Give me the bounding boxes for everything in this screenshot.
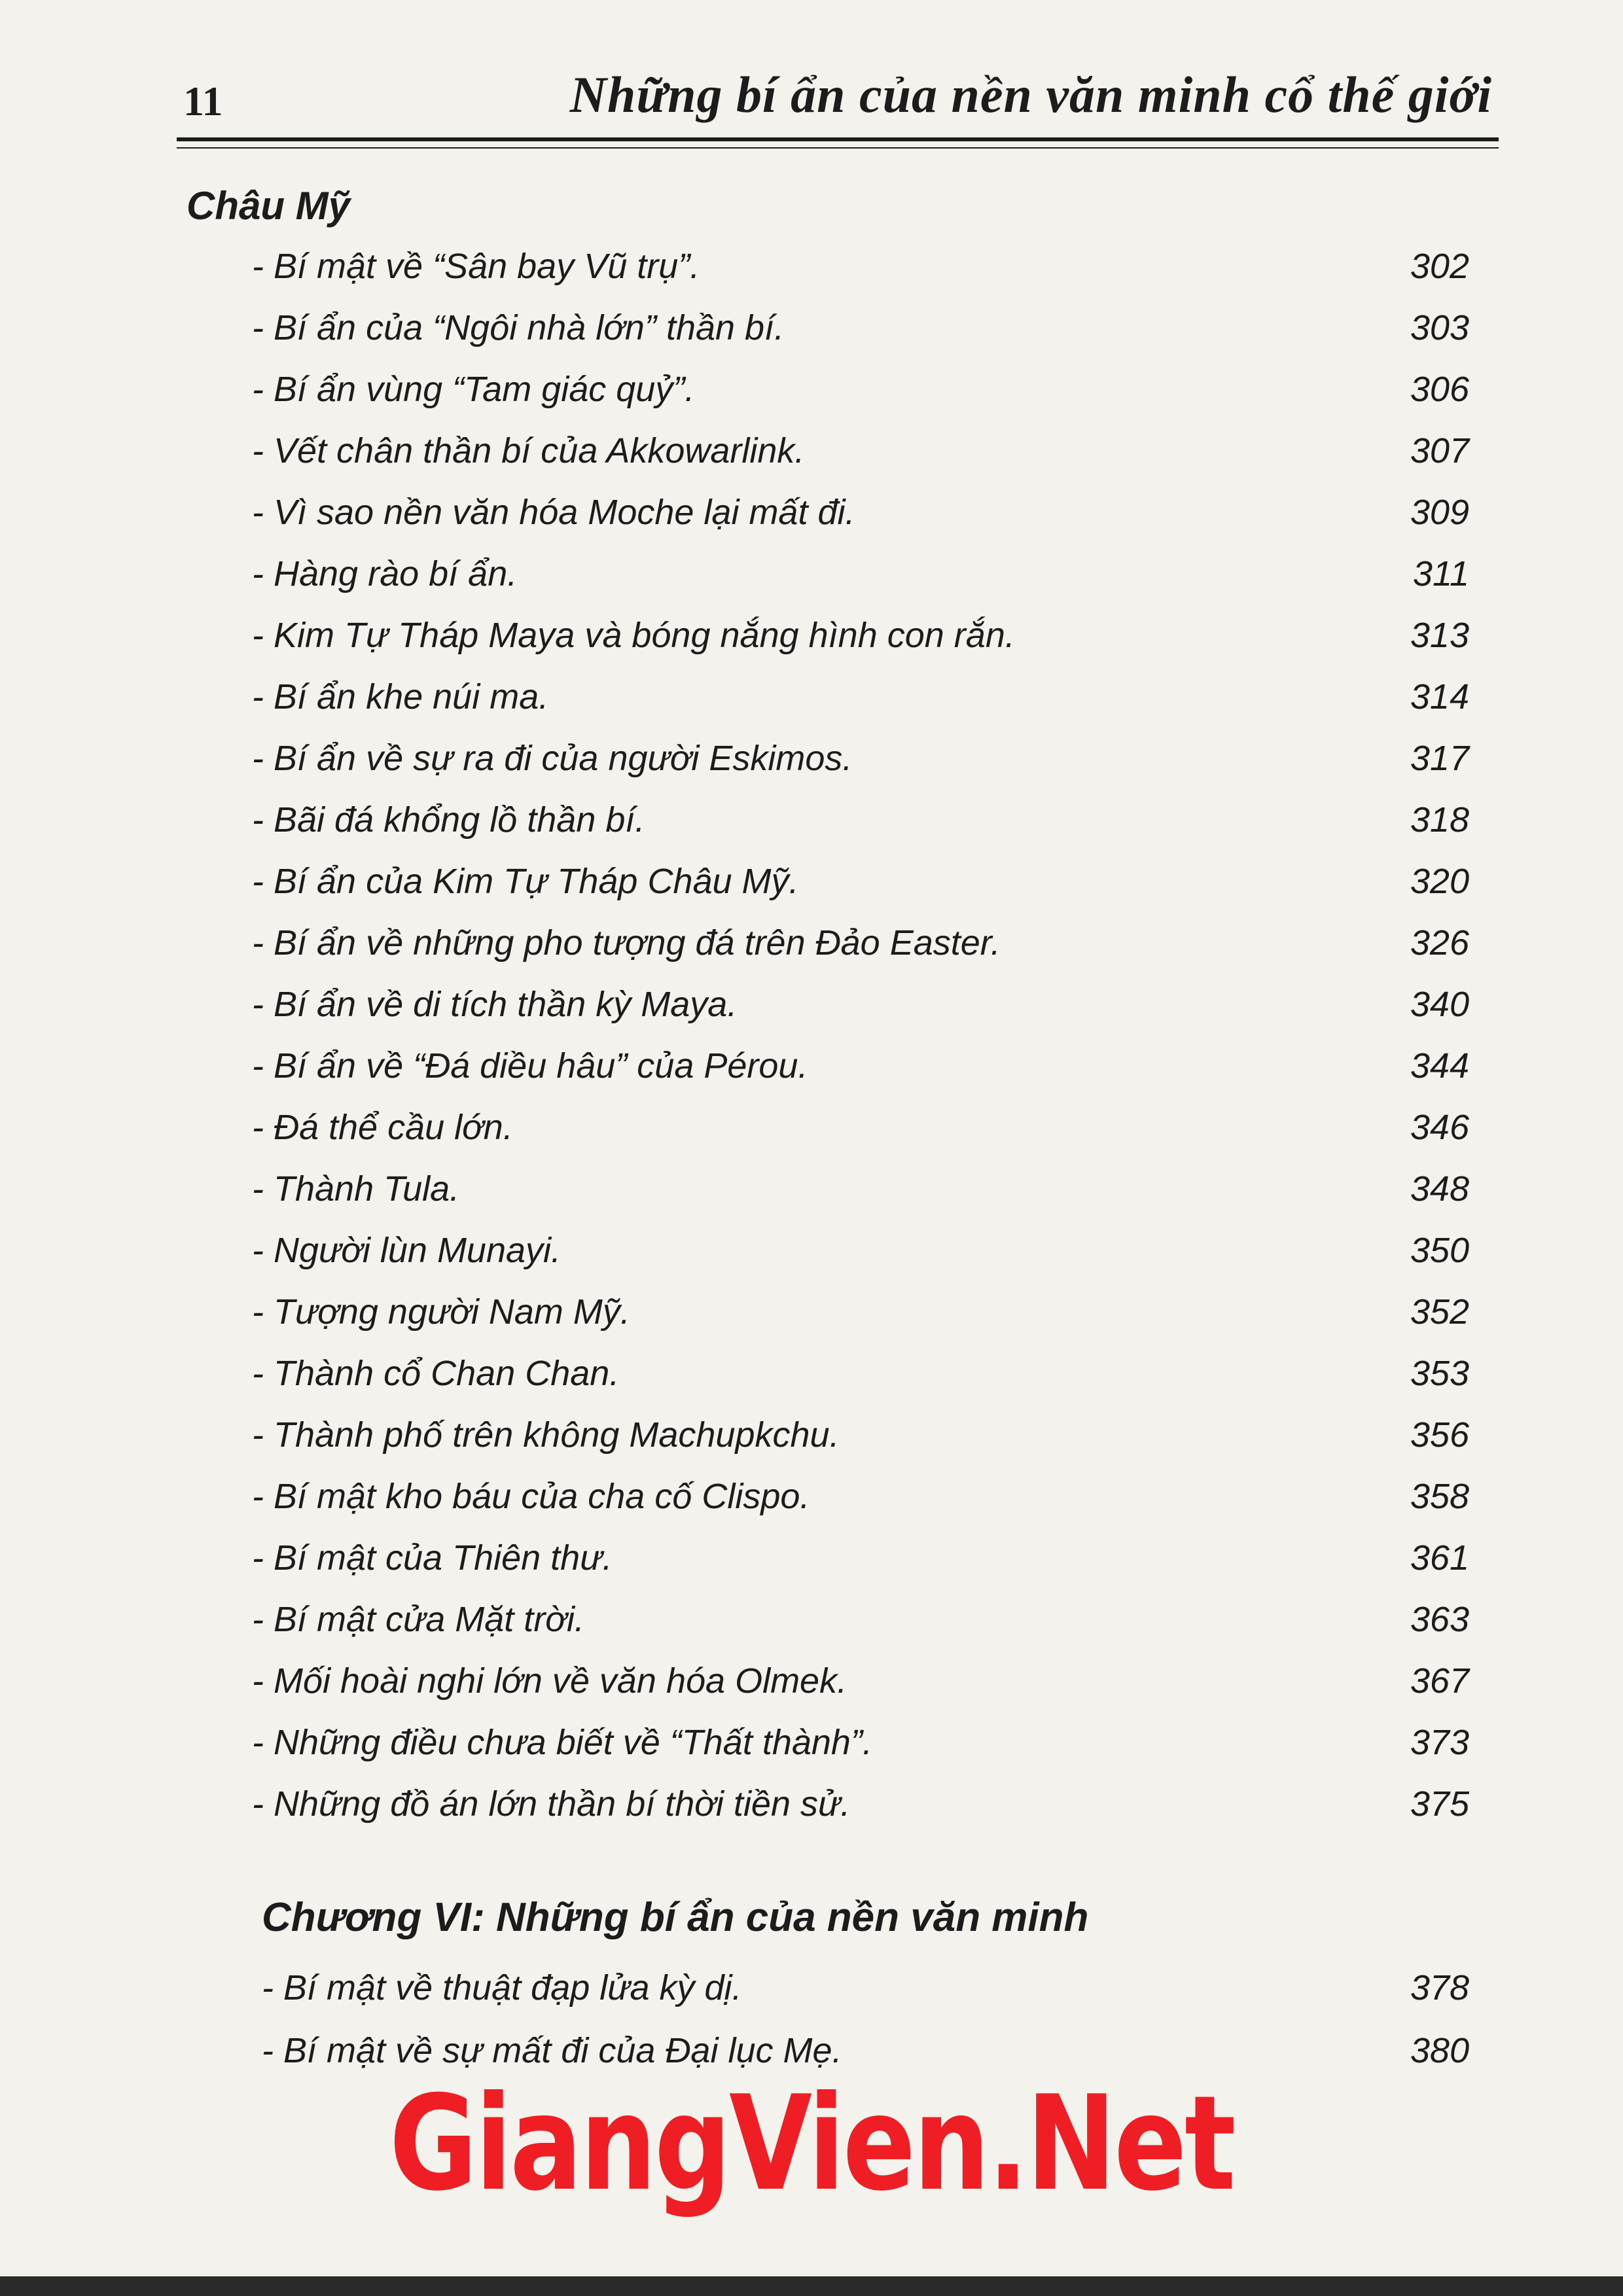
toc-entry-title: - Người lùn Munayi. (252, 1231, 562, 1270)
toc-entry-page: 311 (1412, 554, 1469, 593)
toc-entry-page: 352 (1410, 1292, 1469, 1332)
page-number: 11 (183, 78, 223, 124)
toc-entry-title: - Bí ẩn của Kim Tự Tháp Châu Mỹ. (252, 862, 799, 901)
toc-entry-title: - Bí mật về “Sân bay Vũ trụ”. (252, 247, 700, 286)
toc-entry-title: - Bí ẩn về những pho tượng đá trên Đảo Easter. (252, 923, 1001, 963)
chapter-title: Chương VI: Những bí ẩn của nền văn minh (262, 1895, 1089, 1940)
header-rule (177, 137, 1499, 141)
toc-entry-title: - Thành phố trên không Machupkchu. (252, 1415, 840, 1455)
toc-entry (252, 236, 1469, 297)
toc-entry (252, 851, 1469, 912)
toc-entry (252, 543, 1469, 605)
toc-entry (252, 1097, 1469, 1158)
toc-entry (252, 789, 1469, 851)
watermark-logo: GiangVien.Net (389, 2068, 1234, 2220)
toc-entry (252, 1404, 1469, 1466)
toc-entry-page: 344 (1410, 1046, 1469, 1086)
toc-entry (252, 912, 1469, 974)
toc-entry (252, 1650, 1469, 1712)
toc-entry-page: 353 (1410, 1354, 1469, 1393)
toc-entry-page: 320 (1410, 862, 1469, 901)
toc-entry (252, 974, 1469, 1035)
section-title: Châu Mỹ (187, 184, 351, 228)
toc-entry (252, 1343, 1469, 1404)
toc-entry-page: 367 (1410, 1661, 1469, 1701)
toc-entry-page: 380 (1410, 2031, 1469, 2070)
toc-entry-title: - Bí mật về sự mất đi của Đại lục Mẹ. (262, 2031, 842, 2070)
toc-entry-page: 356 (1410, 1415, 1469, 1455)
toc-entry-page: 318 (1410, 800, 1469, 839)
toc-entry (262, 1956, 1469, 2019)
toc-entry (252, 728, 1469, 789)
toc-entry-page: 313 (1410, 616, 1469, 655)
toc-entry-title: - Vết chân thần bí của Akkowarlink. (252, 431, 805, 470)
toc-entry-page: 317 (1410, 739, 1469, 778)
toc-entry-title: - Hàng rào bí ẩn. (252, 554, 518, 593)
toc-entry (252, 359, 1469, 420)
toc-entry-title: - Đá thể cầu lớn. (252, 1108, 513, 1147)
toc-entry (252, 1158, 1469, 1220)
toc-entry-title: - Kim Tự Tháp Maya và bóng nắng hình con rắn. (252, 616, 1015, 655)
toc-entry-title: - Bí ẩn khe núi ma. (252, 677, 549, 716)
toc-entry (252, 666, 1469, 728)
toc-entry-title: - Bí ẩn về sự ra đi của người Eskimos. (252, 739, 853, 778)
toc-entry-page: 348 (1410, 1169, 1469, 1209)
toc-entry-page: 373 (1410, 1723, 1469, 1762)
toc-entry-page: 378 (1410, 1968, 1469, 2007)
toc-entry (252, 1220, 1469, 1281)
page-header (177, 59, 1492, 131)
toc-entry-page: 361 (1410, 1538, 1469, 1578)
toc-entry-page: 358 (1410, 1477, 1469, 1516)
toc-entry-page: 375 (1410, 1784, 1469, 1824)
toc-entry-title: - Thành Tula. (252, 1169, 460, 1209)
toc-entry (252, 1527, 1469, 1589)
toc-entry-title: - Vì sao nền văn hóa Moche lại mất đi. (252, 493, 855, 532)
page-bottom-edge (0, 2276, 1623, 2296)
toc-entry-page: 350 (1410, 1231, 1469, 1270)
toc-entry-page: 306 (1410, 370, 1469, 409)
toc-entry-title: - Những điều chưa biết về “Thất thành”. (252, 1723, 872, 1762)
toc-entry-page: 309 (1410, 493, 1469, 532)
header-rule-thin (177, 147, 1499, 149)
toc-entry-page: 340 (1410, 985, 1469, 1024)
toc-entry-page: 314 (1410, 677, 1469, 716)
toc-entry (252, 1773, 1469, 1835)
toc-entry-title: - Bãi đá khổng lồ thần bí. (252, 800, 645, 839)
toc-entry (252, 1712, 1469, 1773)
toc-entry (252, 420, 1469, 482)
toc-entry-title: - Bí mật cửa Mặt trời. (252, 1600, 584, 1639)
toc-entry-page: 307 (1410, 431, 1469, 470)
toc-entry (252, 1035, 1469, 1097)
toc-entry-title: - Bí ẩn vùng “Tam giác quỷ”. (252, 370, 695, 409)
running-title: Những bí ẩn của nền văn minh cổ thế giới (569, 66, 1492, 123)
toc-entry-title: - Tượng người Nam Mỹ. (252, 1292, 630, 1332)
toc-entry-title: - Mối hoài nghi lớn về văn hóa Olmek. (252, 1661, 847, 1701)
toc-entry-page: 363 (1410, 1600, 1469, 1639)
toc-entry-title: - Bí mật của Thiên thư. (252, 1538, 613, 1578)
toc-entry (252, 1589, 1469, 1650)
toc-entry (252, 297, 1469, 359)
toc-entry-title: - Bí ẩn về di tích thần kỳ Maya. (252, 985, 738, 1024)
toc-entry-title: - Bí mật về thuật đạp lửa kỳ dị. (262, 1968, 742, 2007)
toc-entry-page: 326 (1410, 923, 1469, 963)
toc-entry-page: 346 (1410, 1108, 1469, 1147)
toc-entry-title: - Bí ẩn của “Ngôi nhà lớn” thần bí. (252, 308, 785, 347)
toc-entry (252, 482, 1469, 543)
toc-entry-page: 302 (1410, 247, 1469, 286)
chapter-toc-list (262, 1956, 1469, 2082)
toc-entry-title: - Bí ẩn về “Đá diều hâu” của Pérou. (252, 1046, 808, 1086)
toc-entry-title: - Thành cổ Chan Chan. (252, 1354, 620, 1393)
toc-entry (252, 1281, 1469, 1343)
toc-entry-title: - Bí mật kho báu của cha cố Clispo. (252, 1477, 810, 1516)
toc-list (252, 236, 1469, 1835)
toc-entry (252, 1466, 1469, 1527)
toc-entry-title: - Những đồ án lớn thần bí thời tiền sử. (252, 1784, 851, 1824)
toc-entry (252, 605, 1469, 666)
toc-entry-page: 303 (1410, 308, 1469, 347)
